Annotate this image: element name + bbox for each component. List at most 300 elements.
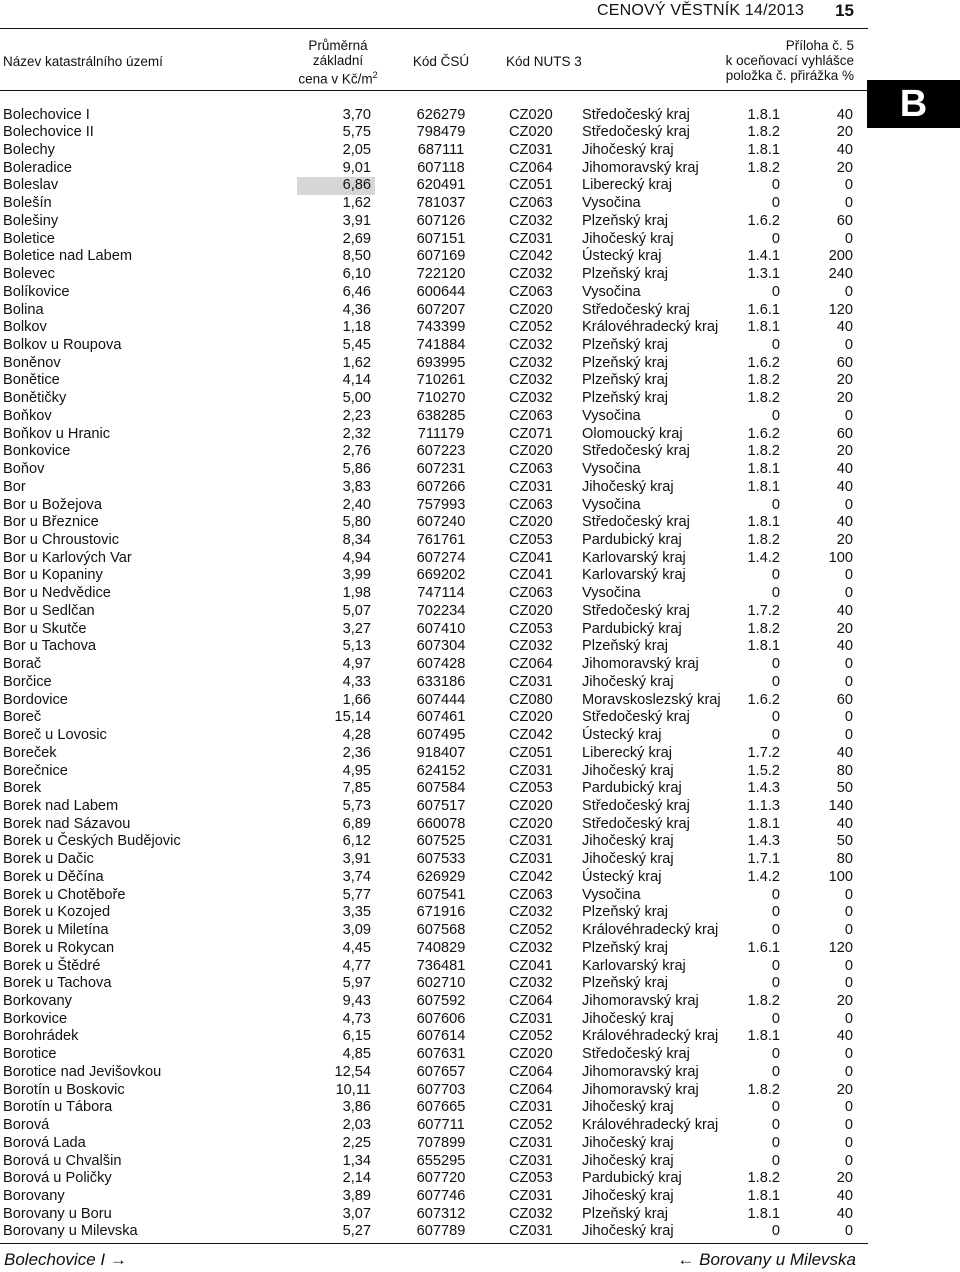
cell-item-number: 0 [771, 1063, 780, 1080]
cell-item-number: 1.1.3 [747, 797, 780, 814]
cell-price: 4,28 [342, 727, 371, 744]
cell-region: Karlovarský kraj [582, 567, 686, 584]
section-letter-tab: B [867, 80, 960, 128]
cell-region: Jihomoravský kraj [582, 1081, 699, 1098]
cell-csu-code: 607266 [416, 478, 466, 495]
table-row [0, 248, 868, 266]
cell-region: Jihočeský kraj [582, 1152, 674, 1169]
table-row [0, 1135, 868, 1153]
cell-item-number: 1.8.2 [747, 620, 780, 637]
cell-item-number: 1.3.1 [747, 266, 780, 283]
cell-region: Olomoucký kraj [582, 425, 683, 442]
cell-price: 2,32 [342, 425, 371, 442]
cell-csu-code: 607410 [416, 620, 466, 637]
cell-surcharge-percent: 40 [836, 478, 853, 495]
cell-csu-code: 798479 [416, 124, 466, 141]
cell-price: 2,76 [342, 443, 371, 460]
table-row [0, 319, 868, 337]
cell-price: 4,77 [342, 957, 371, 974]
cell-nuts-code: CZ053 [509, 780, 553, 797]
cell-region: Jihomoravský kraj [582, 656, 699, 673]
cell-name: Borek nad Sázavou [3, 815, 131, 832]
cell-price: 2,40 [342, 496, 371, 513]
cell-name: Bolechovice II [3, 124, 94, 141]
cell-item-number: 1.4.3 [747, 833, 780, 850]
cell-price: 9,43 [342, 993, 371, 1009]
cell-name: Bor u Nedvědice [3, 585, 111, 602]
cell-nuts-code: CZ064 [509, 656, 553, 673]
cell-name: Bolkov [3, 319, 47, 336]
cell-region: Jihočeský kraj [582, 851, 674, 868]
cell-region: Královéhradecký kraj [582, 922, 719, 939]
cell-item-number: 0 [771, 283, 780, 300]
cell-price: 3,35 [342, 904, 371, 921]
cell-nuts-code: CZ051 [509, 177, 553, 194]
cell-nuts-code: CZ031 [509, 1099, 553, 1116]
cell-surcharge-percent: 20 [836, 620, 853, 637]
cell-nuts-code: CZ032 [509, 390, 553, 407]
footer-range-start [4, 1250, 127, 1270]
cell-nuts-code: CZ064 [509, 159, 553, 176]
cell-surcharge-percent: 0 [844, 496, 853, 513]
cell-price: 8,34 [342, 532, 371, 549]
cell-nuts-code: CZ032 [509, 212, 553, 229]
cell-item-number: 0 [771, 585, 780, 602]
cell-csu-code: 757993 [416, 496, 466, 513]
cell-csu-code: 607584 [416, 780, 466, 797]
cell-csu-code: 607789 [416, 1223, 466, 1240]
cell-price: 3,27 [342, 620, 371, 637]
table-row [0, 763, 868, 781]
cell-name: Boreč u Lovosic [3, 727, 107, 744]
cell-surcharge-percent: 60 [836, 354, 853, 371]
cell-item-number: 1.8.1 [747, 141, 780, 158]
cell-nuts-code: CZ041 [509, 957, 553, 974]
cell-region: Liberecký kraj [582, 744, 673, 761]
cell-name: Borkovany [3, 993, 72, 1009]
cell-price: 5,45 [342, 336, 371, 353]
cell-nuts-code: CZ020 [509, 709, 553, 726]
cell-item-number: 1.8.2 [747, 532, 780, 549]
cell-item-number: 1.4.1 [747, 248, 780, 265]
cell-csu-code: 607223 [416, 443, 466, 460]
cell-nuts-code: CZ071 [509, 425, 553, 442]
cell-region: Plzeňský kraj [582, 372, 668, 389]
cell-region: Ústecký kraj [582, 727, 662, 744]
table-row [0, 603, 868, 621]
cell-item-number: 0 [771, 1099, 780, 1116]
cell-region: Vysočina [582, 283, 641, 300]
cell-csu-code: 607711 [417, 1117, 465, 1134]
cell-price: 6,46 [342, 283, 371, 300]
table-row [0, 107, 868, 125]
cell-price: 5,77 [342, 886, 371, 903]
cell-nuts-code: CZ042 [509, 868, 553, 885]
cell-item-number: 1.6.2 [747, 691, 780, 708]
cell-surcharge-percent: 40 [836, 815, 853, 832]
cell-nuts-code: CZ063 [509, 585, 553, 602]
cell-item-number: 1.8.2 [747, 390, 780, 407]
cell-item-number: 1.8.2 [747, 443, 780, 460]
cell-item-number: 0 [771, 727, 780, 744]
cell-price: 5,07 [342, 602, 371, 619]
column-header-name: Název katastrálního území [3, 54, 163, 69]
cell-item-number: 1.8.2 [747, 124, 780, 141]
cell-name: Borotice nad Jevišovkou [3, 1063, 162, 1080]
table-row [0, 904, 868, 922]
cell-item-number: 1.8.1 [747, 514, 780, 531]
cell-region: Středočeský kraj [582, 443, 690, 460]
cell-nuts-code: CZ031 [509, 762, 553, 779]
cell-name: Bonětice [3, 372, 60, 389]
cell-region: Středočeský kraj [582, 1046, 690, 1063]
cell-nuts-code: CZ063 [509, 283, 553, 300]
cell-csu-code: 607746 [416, 1188, 466, 1205]
cell-name: Borčice [3, 673, 52, 690]
cell-csu-code: 736481 [416, 957, 466, 974]
cell-price: 5,27 [342, 1223, 371, 1240]
cell-name: Bonětičky [3, 390, 67, 407]
cell-name: Borohrádek [3, 1028, 79, 1045]
cell-price: 4,95 [342, 762, 371, 779]
table-row [0, 1223, 868, 1241]
cell-item-number: 0 [771, 656, 780, 673]
cell-price: 2,14 [342, 1170, 371, 1187]
cell-item-number: 0 [771, 1134, 780, 1151]
cell-surcharge-percent: 0 [844, 957, 853, 974]
footer-range-end [677, 1250, 856, 1270]
cell-region: Vysočina [582, 461, 641, 478]
cell-nuts-code: CZ020 [509, 797, 553, 814]
cell-csu-code: 638285 [416, 407, 466, 424]
cell-csu-code: 607151 [416, 230, 466, 247]
cell-region: Středočeský kraj [582, 797, 690, 814]
cell-name: Borovany u Boru [3, 1205, 112, 1222]
cell-name: Bolevec [3, 266, 55, 283]
cell-price: 5,80 [342, 514, 371, 531]
cell-price: 3,74 [342, 868, 371, 885]
cell-nuts-code: CZ020 [509, 443, 553, 460]
cell-region: Plzeňský kraj [582, 975, 668, 992]
cell-region: Vysočina [582, 496, 641, 513]
cell-surcharge-percent: 60 [836, 691, 853, 708]
cell-price: 7,85 [342, 780, 371, 797]
cell-price: 5,13 [342, 638, 371, 655]
cell-nuts-code: CZ053 [509, 532, 553, 549]
cell-nuts-code: CZ020 [509, 602, 553, 619]
cell-csu-code: 607304 [416, 638, 466, 655]
table-row [0, 638, 868, 656]
cell-csu-code: 624152 [416, 762, 466, 779]
cell-name: Bolkov u Roupova [3, 336, 122, 353]
cell-price: 1,62 [342, 354, 371, 371]
cell-price: 8,50 [342, 248, 371, 265]
price-header-line3 [296, 68, 380, 87]
cell-surcharge-percent: 0 [844, 283, 853, 300]
table-row [0, 497, 868, 515]
table-row [0, 142, 868, 160]
cell-item-number: 1.4.2 [747, 868, 780, 885]
cell-surcharge-percent: 20 [836, 372, 853, 389]
cell-nuts-code: CZ020 [509, 301, 553, 318]
cell-item-number: 1.8.1 [747, 1028, 780, 1045]
arrow-left-icon: ← [677, 1250, 695, 1269]
column-header-rule [0, 90, 868, 91]
cell-name: Borová Lada [3, 1134, 86, 1151]
table-row [0, 1153, 868, 1171]
cell-nuts-code: CZ031 [509, 1134, 553, 1151]
cell-item-number: 0 [771, 1010, 780, 1027]
cell-price: 4,36 [342, 301, 371, 318]
cell-nuts-code: CZ052 [509, 319, 553, 336]
cell-nuts-code: CZ031 [509, 1010, 553, 1027]
cell-region: Jihočeský kraj [582, 762, 674, 779]
cell-region: Pardubický kraj [582, 532, 682, 549]
table-row [0, 337, 868, 355]
table-row [0, 745, 868, 763]
footer-end-label: Borovany u Milevska [699, 1250, 856, 1269]
cell-surcharge-percent: 120 [828, 939, 853, 956]
cell-name: Bor u Chroustovic [3, 532, 119, 549]
cell-region: Plzeňský kraj [582, 1205, 668, 1222]
cell-item-number: 1.8.1 [747, 319, 780, 336]
cell-item-number: 0 [771, 922, 780, 939]
cell-csu-code: 626929 [416, 868, 466, 885]
cell-surcharge-percent: 100 [828, 549, 853, 566]
cell-name: Borek u Kozojed [3, 904, 111, 921]
cell-csu-code: 607720 [416, 1170, 466, 1187]
cell-nuts-code: CZ063 [509, 195, 553, 212]
cell-name: Bolina [3, 301, 44, 318]
table-row [0, 1170, 868, 1188]
cell-region: Ústecký kraj [582, 248, 662, 265]
table-row [0, 621, 868, 639]
cell-item-number: 0 [771, 1152, 780, 1169]
cell-item-number: 0 [771, 496, 780, 513]
cell-csu-code: 607240 [416, 514, 466, 531]
cell-name: Borek u Českých Budějovic [3, 833, 181, 850]
price-header-superscript: 2 [372, 70, 378, 80]
cell-surcharge-percent: 40 [836, 744, 853, 761]
price-header-line2: základní [312, 53, 364, 68]
cell-surcharge-percent: 60 [836, 212, 853, 229]
table-row [0, 940, 868, 958]
cell-surcharge-percent: 40 [836, 141, 853, 158]
cell-nuts-code: CZ032 [509, 266, 553, 283]
table-row [0, 177, 868, 195]
cell-surcharge-percent: 20 [836, 443, 853, 460]
cell-name: Boňkov u Hranic [3, 425, 111, 442]
cell-csu-code: 626279 [416, 106, 466, 123]
cell-item-number: 0 [771, 1223, 780, 1240]
cell-item-number: 0 [771, 177, 780, 194]
cell-csu-code: 607274 [416, 549, 466, 566]
table-row [0, 656, 868, 674]
cell-csu-code: 711179 [417, 425, 465, 442]
cell-price: 4,45 [342, 939, 371, 956]
cell-name: Borečnice [3, 762, 68, 779]
cell-name: Borotín u Boskovic [3, 1081, 125, 1098]
cell-item-number: 1.6.1 [747, 939, 780, 956]
cell-price: 2,03 [342, 1117, 371, 1134]
cell-price: 2,25 [342, 1134, 371, 1151]
cell-csu-code: 741884 [416, 336, 466, 353]
cell-price: 5,97 [342, 975, 371, 992]
cell-name: Bor u Karlových Var [3, 549, 132, 566]
cell-price: 2,23 [342, 407, 371, 424]
cell-nuts-code: CZ031 [509, 673, 553, 690]
cell-price: 5,00 [342, 390, 371, 407]
cell-item-number: 1.4.3 [747, 780, 780, 797]
cell-region: Liberecký kraj [582, 177, 673, 194]
cell-nuts-code: CZ020 [509, 514, 553, 531]
table-row [0, 160, 868, 178]
cell-surcharge-percent: 0 [844, 727, 853, 744]
cell-csu-code: 660078 [416, 815, 466, 832]
cell-nuts-code: CZ042 [509, 727, 553, 744]
cell-price: 1,18 [342, 319, 371, 336]
cell-region: Pardubický kraj [582, 620, 682, 637]
cell-item-number: 1.8.1 [747, 1188, 780, 1205]
cell-region: Středočeský kraj [582, 709, 690, 726]
cell-surcharge-percent: 140 [828, 797, 853, 814]
cell-nuts-code: CZ031 [509, 1223, 553, 1240]
table-row [0, 479, 868, 497]
cell-name: Borová [3, 1117, 50, 1134]
cell-surcharge-percent: 60 [836, 425, 853, 442]
cell-csu-code: 743399 [416, 319, 466, 336]
table-row [0, 1206, 868, 1224]
cell-csu-code: 740829 [416, 939, 466, 956]
cell-price: 3,70 [342, 106, 371, 123]
cell-surcharge-percent: 0 [844, 407, 853, 424]
cell-item-number: 1.6.1 [747, 301, 780, 318]
table-row [0, 532, 868, 550]
cell-item-number: 1.8.1 [747, 638, 780, 655]
cell-price: 15,14 [334, 709, 371, 726]
cell-item-number: 1.8.1 [747, 106, 780, 123]
cell-csu-code: 607461 [416, 709, 466, 726]
table-row [0, 302, 868, 320]
cell-csu-code: 607126 [416, 212, 466, 229]
table-row [0, 709, 868, 727]
price-header-line1: Průměrná [308, 38, 368, 53]
cell-surcharge-percent: 40 [836, 461, 853, 478]
cell-surcharge-percent: 120 [828, 301, 853, 318]
cell-item-number: 1.8.2 [747, 993, 780, 1009]
cell-csu-code: 602710 [416, 975, 466, 992]
cell-price: 3,86 [342, 1099, 371, 1116]
cell-item-number: 1.8.2 [747, 159, 780, 176]
cell-surcharge-percent: 0 [844, 585, 853, 602]
cell-surcharge-percent: 0 [844, 904, 853, 921]
appendix-header-line1: Příloha č. 5 [785, 38, 854, 53]
cell-name: Borek [3, 780, 42, 797]
table-row [0, 390, 868, 408]
cell-nuts-code: CZ041 [509, 549, 553, 566]
column-header-nuts: Kód NUTS 3 [506, 54, 582, 69]
table-row [0, 231, 868, 249]
cell-name: Boleradice [3, 159, 72, 176]
cell-nuts-code: CZ063 [509, 886, 553, 903]
cell-csu-code: 747114 [417, 585, 465, 602]
cell-name: Bordovice [3, 691, 68, 708]
cell-nuts-code: CZ032 [509, 372, 553, 389]
cell-region: Jihočeský kraj [582, 478, 674, 495]
cell-csu-code: 687111 [417, 141, 465, 158]
cell-price: 6,89 [342, 815, 371, 832]
cell-surcharge-percent: 0 [844, 1152, 853, 1169]
table-row [0, 993, 868, 1011]
cell-price: 5,75 [342, 124, 371, 141]
cell-surcharge-percent: 20 [836, 993, 853, 1009]
cell-name: Bolechovice I [3, 106, 90, 123]
price-header-unit: cena v Kč/m [298, 71, 373, 87]
table-row [0, 461, 868, 479]
cell-price: 3,91 [342, 851, 371, 868]
header-rule [0, 28, 868, 29]
cell-surcharge-percent: 20 [836, 159, 853, 176]
cell-name: Borek u Děčína [3, 868, 104, 885]
cell-csu-code: 655295 [416, 1152, 466, 1169]
cell-surcharge-percent: 0 [844, 1046, 853, 1063]
cell-item-number: 0 [771, 709, 780, 726]
cell-csu-code: 607614 [416, 1028, 466, 1045]
cell-item-number: 1.8.1 [747, 478, 780, 495]
cell-region: Jihomoravský kraj [582, 159, 699, 176]
cell-item-number: 1.6.2 [747, 354, 780, 371]
cell-region: Plzeňský kraj [582, 354, 668, 371]
cell-price: 3,07 [342, 1205, 371, 1222]
cell-region: Jihomoravský kraj [582, 1063, 699, 1080]
table-row [0, 372, 868, 390]
table-row [0, 869, 868, 887]
cell-surcharge-percent: 50 [836, 780, 853, 797]
cell-item-number: 0 [771, 904, 780, 921]
cell-csu-code: 607495 [416, 727, 466, 744]
cell-surcharge-percent: 40 [836, 1205, 853, 1222]
cell-price: 1,98 [342, 585, 371, 602]
cell-name: Bor [3, 478, 26, 495]
cell-name: Bolechy [3, 141, 55, 158]
cell-csu-code: 600644 [416, 283, 466, 300]
cell-surcharge-percent: 0 [844, 195, 853, 212]
cell-price: 5,73 [342, 797, 371, 814]
cell-surcharge-percent: 0 [844, 922, 853, 939]
cell-surcharge-percent: 240 [828, 266, 853, 283]
table-row [0, 727, 868, 745]
cell-item-number: 1.7.2 [747, 602, 780, 619]
cell-nuts-code: CZ020 [509, 124, 553, 141]
cell-name: Boletice nad Labem [3, 248, 132, 265]
cell-item-number: 0 [771, 673, 780, 690]
cell-csu-code: 607444 [416, 691, 466, 708]
cell-price: 9,01 [342, 159, 371, 176]
footer-rule [0, 1243, 868, 1244]
cell-region: Středočeský kraj [582, 124, 690, 141]
cell-item-number: 0 [771, 230, 780, 247]
cell-surcharge-percent: 40 [836, 638, 853, 655]
cell-region: Středočeský kraj [582, 815, 690, 832]
cell-nuts-code: CZ031 [509, 230, 553, 247]
table-row [0, 798, 868, 816]
cell-surcharge-percent: 80 [836, 762, 853, 779]
cell-name: Borovany u Milevska [3, 1223, 138, 1240]
cell-nuts-code: CZ052 [509, 922, 553, 939]
cell-region: Jihočeský kraj [582, 673, 674, 690]
cell-nuts-code: CZ042 [509, 248, 553, 265]
table-row [0, 975, 868, 993]
